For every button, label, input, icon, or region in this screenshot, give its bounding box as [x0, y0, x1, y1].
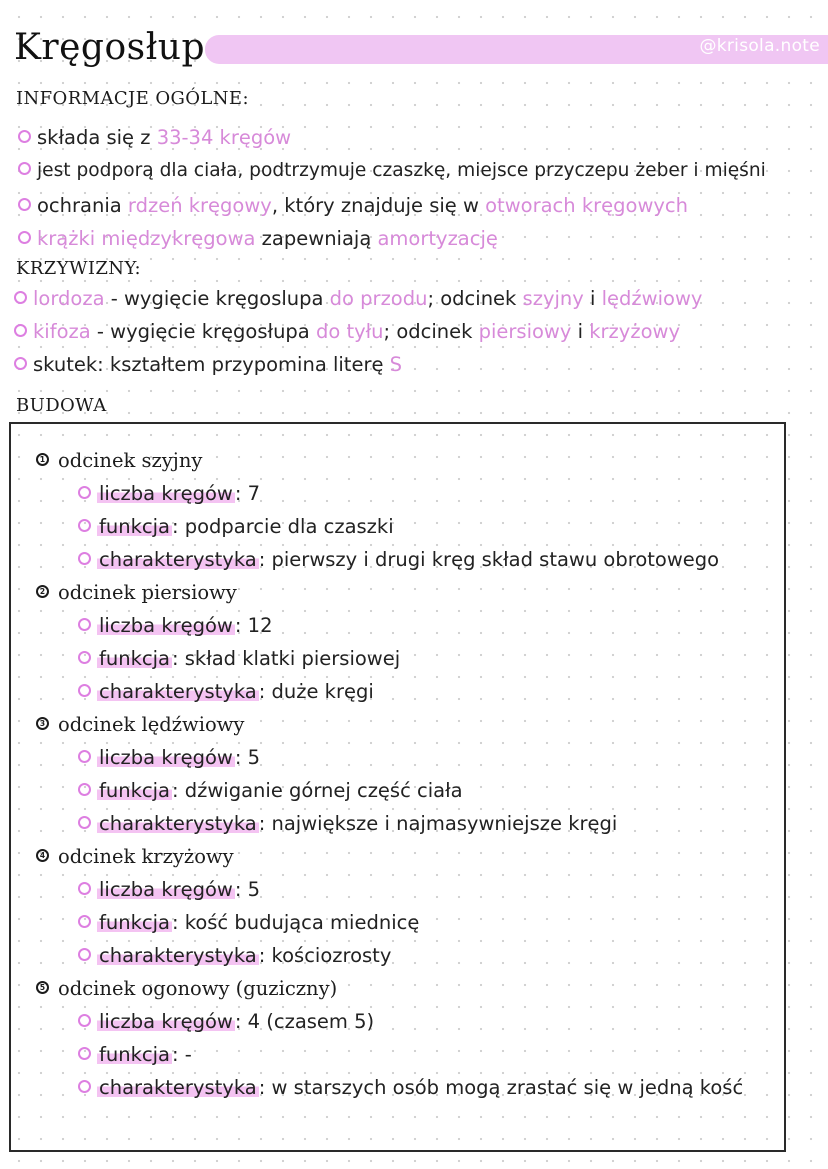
function-row: [78, 647, 400, 670]
curves-heading: KRZYWIZNY:: [16, 258, 141, 279]
bullet-icon: [14, 357, 27, 370]
row-value: : podparcie dla czaszki: [171, 515, 394, 538]
section-heading: [36, 977, 337, 1000]
row-label: charakterystyka: [99, 944, 257, 967]
row-value: : -: [171, 1043, 192, 1066]
count-row: [78, 614, 272, 637]
general-line-1: składa się z 33-34 kręgów: [18, 126, 291, 149]
bullet-icon: [78, 552, 91, 565]
bullet-icon: [78, 684, 91, 697]
count-row: [78, 482, 260, 505]
bullet-icon: [18, 130, 31, 143]
bullet-icon: [78, 915, 91, 928]
bullet-icon: [78, 948, 91, 961]
bullet-icon: [18, 231, 31, 244]
bullet-icon: [78, 651, 91, 664]
row-label: liczba kręgów: [99, 878, 233, 901]
section-name: odcinek lędźwiowy: [58, 713, 245, 736]
number-circle-icon: 5: [36, 981, 49, 994]
general-line-3: ochrania rdzeń kręgowy, który znajduje się w otworach kręgowych: [18, 194, 688, 217]
general-line-2: jest podporą dla ciała, podtrzymuje czaszkę, miejsce przyczepu żeber i mięśni: [18, 160, 766, 181]
bullet-icon: [78, 486, 91, 499]
curves-line-2: kifoza - wygięcie kręgosłupa do tyłu; odcinek piersiowy i krzyżowy: [14, 320, 680, 343]
bullet-icon: [14, 324, 27, 337]
row-label: liczba kręgów: [99, 482, 233, 505]
feature-row: [78, 944, 391, 967]
bullet-icon: [78, 519, 91, 532]
row-label: charakterystyka: [99, 1076, 257, 1099]
count-row: [78, 1010, 374, 1033]
bullet-icon: [78, 1014, 91, 1027]
section-heading: [36, 713, 244, 736]
bullet-icon: [78, 816, 91, 829]
row-label: liczba kręgów: [99, 1010, 233, 1033]
row-value: : 4 (czasem 5): [234, 1010, 375, 1033]
page-title: Kręgosłup: [14, 27, 206, 68]
author-handle: @krisola.note: [699, 36, 820, 56]
feature-row: [78, 1076, 743, 1099]
bullet-icon: [78, 618, 91, 631]
row-value: : 7: [234, 482, 261, 505]
function-row: [78, 515, 394, 538]
row-value: : w starszych osób mogą zrastać się w jedną kość: [258, 1076, 744, 1099]
bullet-icon: [78, 882, 91, 895]
section-name: odcinek krzyżowy: [58, 845, 234, 868]
function-row: [78, 779, 463, 802]
bullet-icon: [18, 198, 31, 211]
row-value: : pierwszy i drugi kręg skład stawu obrotowego: [258, 548, 720, 571]
function-row: [78, 911, 419, 934]
feature-row: [78, 548, 719, 571]
count-row: [78, 878, 260, 901]
row-label: funkcja: [99, 779, 170, 802]
row-label: funkcja: [99, 647, 170, 670]
row-label: liczba kręgów: [99, 614, 233, 637]
row-label: funkcja: [99, 911, 170, 934]
section-heading: [36, 449, 202, 472]
row-value: : skład klatki piersiowej: [171, 647, 401, 670]
general-info-heading: INFORMACJE OGÓLNE:: [16, 88, 249, 109]
row-label: liczba kręgów: [99, 746, 233, 769]
row-value: : duże kręgi: [258, 680, 374, 703]
count-row: [78, 746, 260, 769]
row-value: : 5: [234, 878, 261, 901]
general-line-4: krążki międzykręgowa zapewniają amortyzację: [18, 227, 498, 250]
number-circle-icon: 3: [36, 717, 49, 730]
section-heading: [36, 845, 234, 868]
number-circle-icon: 2: [36, 585, 49, 598]
section-name: odcinek ogonowy (guziczny): [58, 977, 338, 1000]
bullet-icon: [14, 291, 27, 304]
row-label: charakterystyka: [99, 680, 257, 703]
feature-row: [78, 680, 374, 703]
function-row: [78, 1043, 192, 1066]
row-value: : 12: [234, 614, 273, 637]
row-label: funkcja: [99, 1043, 170, 1066]
number-circle-icon: 1: [36, 453, 49, 466]
bullet-icon: [78, 750, 91, 763]
feature-row: [78, 812, 617, 835]
row-value: : największe i najmasywniejsze kręgi: [258, 812, 618, 835]
row-value: : 5: [234, 746, 261, 769]
row-value: : kościozrosty: [258, 944, 392, 967]
structure-heading: BUDOWA: [16, 395, 107, 416]
number-circle-icon: 4: [36, 849, 49, 862]
row-label: charakterystyka: [99, 548, 257, 571]
curves-line-1: lordoza - wygięcie kręgoslupa do przodu; odcinek szyjny i lędźwiowy: [14, 287, 702, 310]
bullet-icon: [78, 1047, 91, 1060]
section-name: odcinek szyjny: [58, 449, 203, 472]
row-label: charakterystyka: [99, 812, 257, 835]
row-label: funkcja: [99, 515, 170, 538]
bullet-icon: [78, 1080, 91, 1093]
section-name: odcinek piersiowy: [58, 581, 237, 604]
row-value: : kość budująca miednicę: [171, 911, 420, 934]
bullet-icon: [78, 783, 91, 796]
row-value: : dźwiganie górnej część ciała: [171, 779, 463, 802]
bullet-icon: [18, 162, 31, 175]
section-heading: [36, 581, 237, 604]
curves-line-3: skutek: kształtem przypomina literę S: [14, 353, 402, 376]
